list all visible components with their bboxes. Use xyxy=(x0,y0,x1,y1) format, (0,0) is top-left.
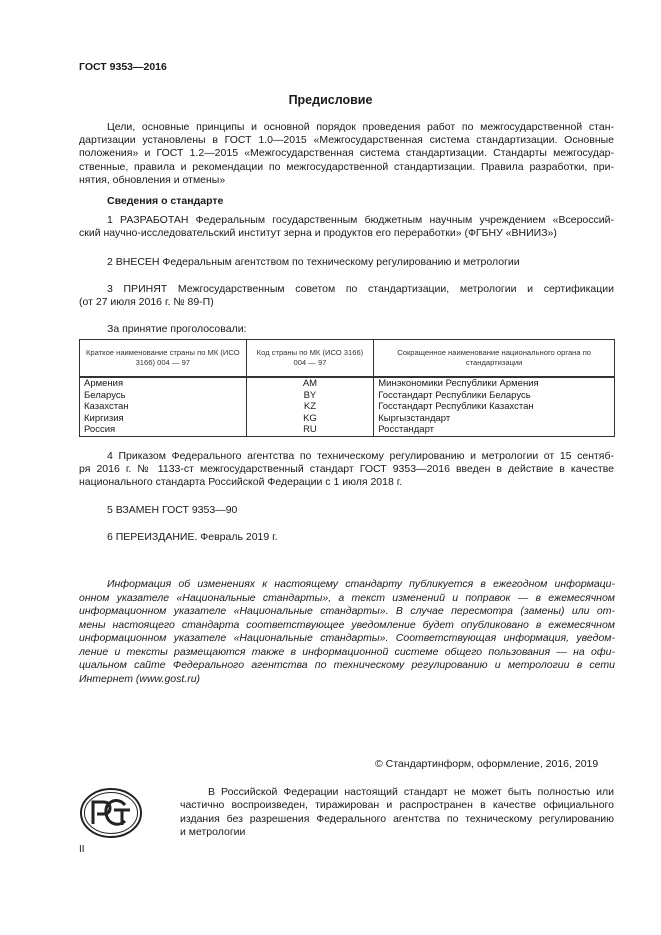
legal-line: В Российской Федерации настоящий стандарт не может быть полностью или xyxy=(208,786,614,798)
info-line: информационном указателе «Национальные стандарты». В случае пересмотра (замены) или от- xyxy=(79,605,615,617)
body-cell: Госстандарт Республики Беларусь xyxy=(374,390,615,402)
item-2-text: 2 ВНЕСЕН Федеральным агентством по техническому регулированию и метрологии xyxy=(107,256,520,268)
legal-line: издания без разрешения Федерального агентства по техническому регулированию xyxy=(180,812,614,825)
table-row xyxy=(80,401,615,413)
info-line: мены настоящего стандарта соответствующее уведомление будет опубликовано в ежемесячном xyxy=(79,618,615,631)
table-row xyxy=(80,377,615,390)
info-line: онном указателе «Национальные стандарты», а текст изменений и поправок — в ежемесячном xyxy=(79,591,615,604)
column-header-code: Код страны по МК (ИСО 3166) 004 — 97 xyxy=(246,340,374,378)
column-header-country: Краткое наименование страны по МК (ИСО 3166) 004 — 97 xyxy=(80,340,247,378)
changes-information-notice xyxy=(79,578,615,686)
item-4-line: 4 Приказом Федерального агентства по техническому регулированию и метрологии от 15 сентяб- xyxy=(107,450,614,462)
code-cell: RU xyxy=(246,424,374,436)
intro-line: ственные, правила и рекомендации по межгосударственной стандартизации. Правила разработки, при- xyxy=(79,160,614,173)
item-1-line: ский научно-исследовательский институт зерна и продуктов его переработки» (ФГБНУ «ВНИИЗ») xyxy=(79,227,557,240)
item-4-line: ря 2016 г. № 1133-ст межгосударственный стандарт ГОСТ 9353—2016 введен в действие в качестве xyxy=(79,463,614,476)
item-3-line: (от 27 июля 2016 г. № 89-П) xyxy=(79,296,214,309)
item-3-paragraph xyxy=(79,283,614,309)
rst-certification-mark-icon xyxy=(79,787,143,839)
item-6-text: 6 ПЕРЕИЗДАНИЕ. Февраль 2019 г. xyxy=(107,531,278,543)
body-cell: Кыргызстандарт xyxy=(374,413,615,425)
table-row xyxy=(80,413,615,425)
code-cell: KZ xyxy=(246,401,374,413)
table-row xyxy=(80,424,615,436)
document-code-header: ГОСТ 9353—2016 xyxy=(79,61,167,73)
vote-label: За принятие проголосовали: xyxy=(107,323,247,335)
intro-paragraph xyxy=(79,121,614,187)
body-cell: Росстандарт xyxy=(374,424,615,436)
copyright-notice: © Стандартинформ, оформление, 2016, 2019 xyxy=(375,758,599,770)
intro-line: нятия, обновления и отмены» xyxy=(79,173,226,186)
country-cell: Киргизия xyxy=(80,413,247,425)
voting-countries-table xyxy=(79,339,615,437)
item-5-text: 5 ВЗАМЕН ГОСТ 9353—90 xyxy=(107,504,238,516)
info-line: информационном указателе «Национальные стандарты». Соответствующая информация, уведом- xyxy=(79,632,615,644)
reproduction-restriction-notice xyxy=(180,786,614,839)
code-cell: KG xyxy=(246,413,374,425)
item-1-paragraph xyxy=(79,214,614,240)
legal-line: частично воспроизведен, тиражирован и распространен в качестве официального xyxy=(180,799,614,812)
code-cell: BY xyxy=(246,390,374,402)
page-number: II xyxy=(79,844,85,855)
item-4-line: национального стандарта Российской Федерации с 1 июля 2018 г. xyxy=(79,476,403,489)
intro-line: дартизации установлены в ГОСТ 1.0—2015 «Межгосударственная система стандартизации. Основные xyxy=(79,134,614,147)
info-line: Информация об изменениях к настоящему стандарту публикуется в ежегодном информаци- xyxy=(107,578,615,590)
info-line: ление и тексты размещаются также в информационной системе общего пользования — на офи- xyxy=(79,645,615,658)
table-row xyxy=(80,390,615,402)
country-cell: Беларусь xyxy=(80,390,247,402)
column-header-body: Сокращенное наименование национального органа по стандартизации xyxy=(374,340,615,378)
country-cell: Казахстан xyxy=(80,401,247,413)
intro-line: Цели, основные принципы и основной порядок проведения работ по межгосударственной стан- xyxy=(107,121,614,133)
info-line: циальном сайте Федерального агентства по техническому регулированию и метрологии в сети xyxy=(79,659,615,671)
item-4-paragraph xyxy=(79,450,614,490)
info-line: Интернет (www.gost.ru) xyxy=(79,672,201,685)
country-cell: Армения xyxy=(80,377,247,390)
table-header-row xyxy=(80,340,615,378)
legal-line: и метрологии xyxy=(180,825,246,838)
body-cell: Госстандарт Республики Казахстан xyxy=(374,401,615,413)
code-cell: AM xyxy=(246,377,374,390)
body-cell: Минэкономики Республики Армения xyxy=(374,377,615,390)
item-1-line: 1 РАЗРАБОТАН Федеральным государственным бюджетным научным учреждением «Всероссий- xyxy=(107,214,614,226)
intro-line: положения» и ГОСТ 1.2—2015 «Межгосударственная система стандартизации. Стандарты межгосудар- xyxy=(79,147,614,160)
country-cell: Россия xyxy=(80,424,247,436)
item-3-line: 3 ПРИНЯТ Межгосударственным советом по стандартизации, метрологии и сертификации xyxy=(107,283,614,295)
page-title: Предисловие xyxy=(288,93,373,107)
section-title: Сведения о стандарте xyxy=(107,195,224,207)
